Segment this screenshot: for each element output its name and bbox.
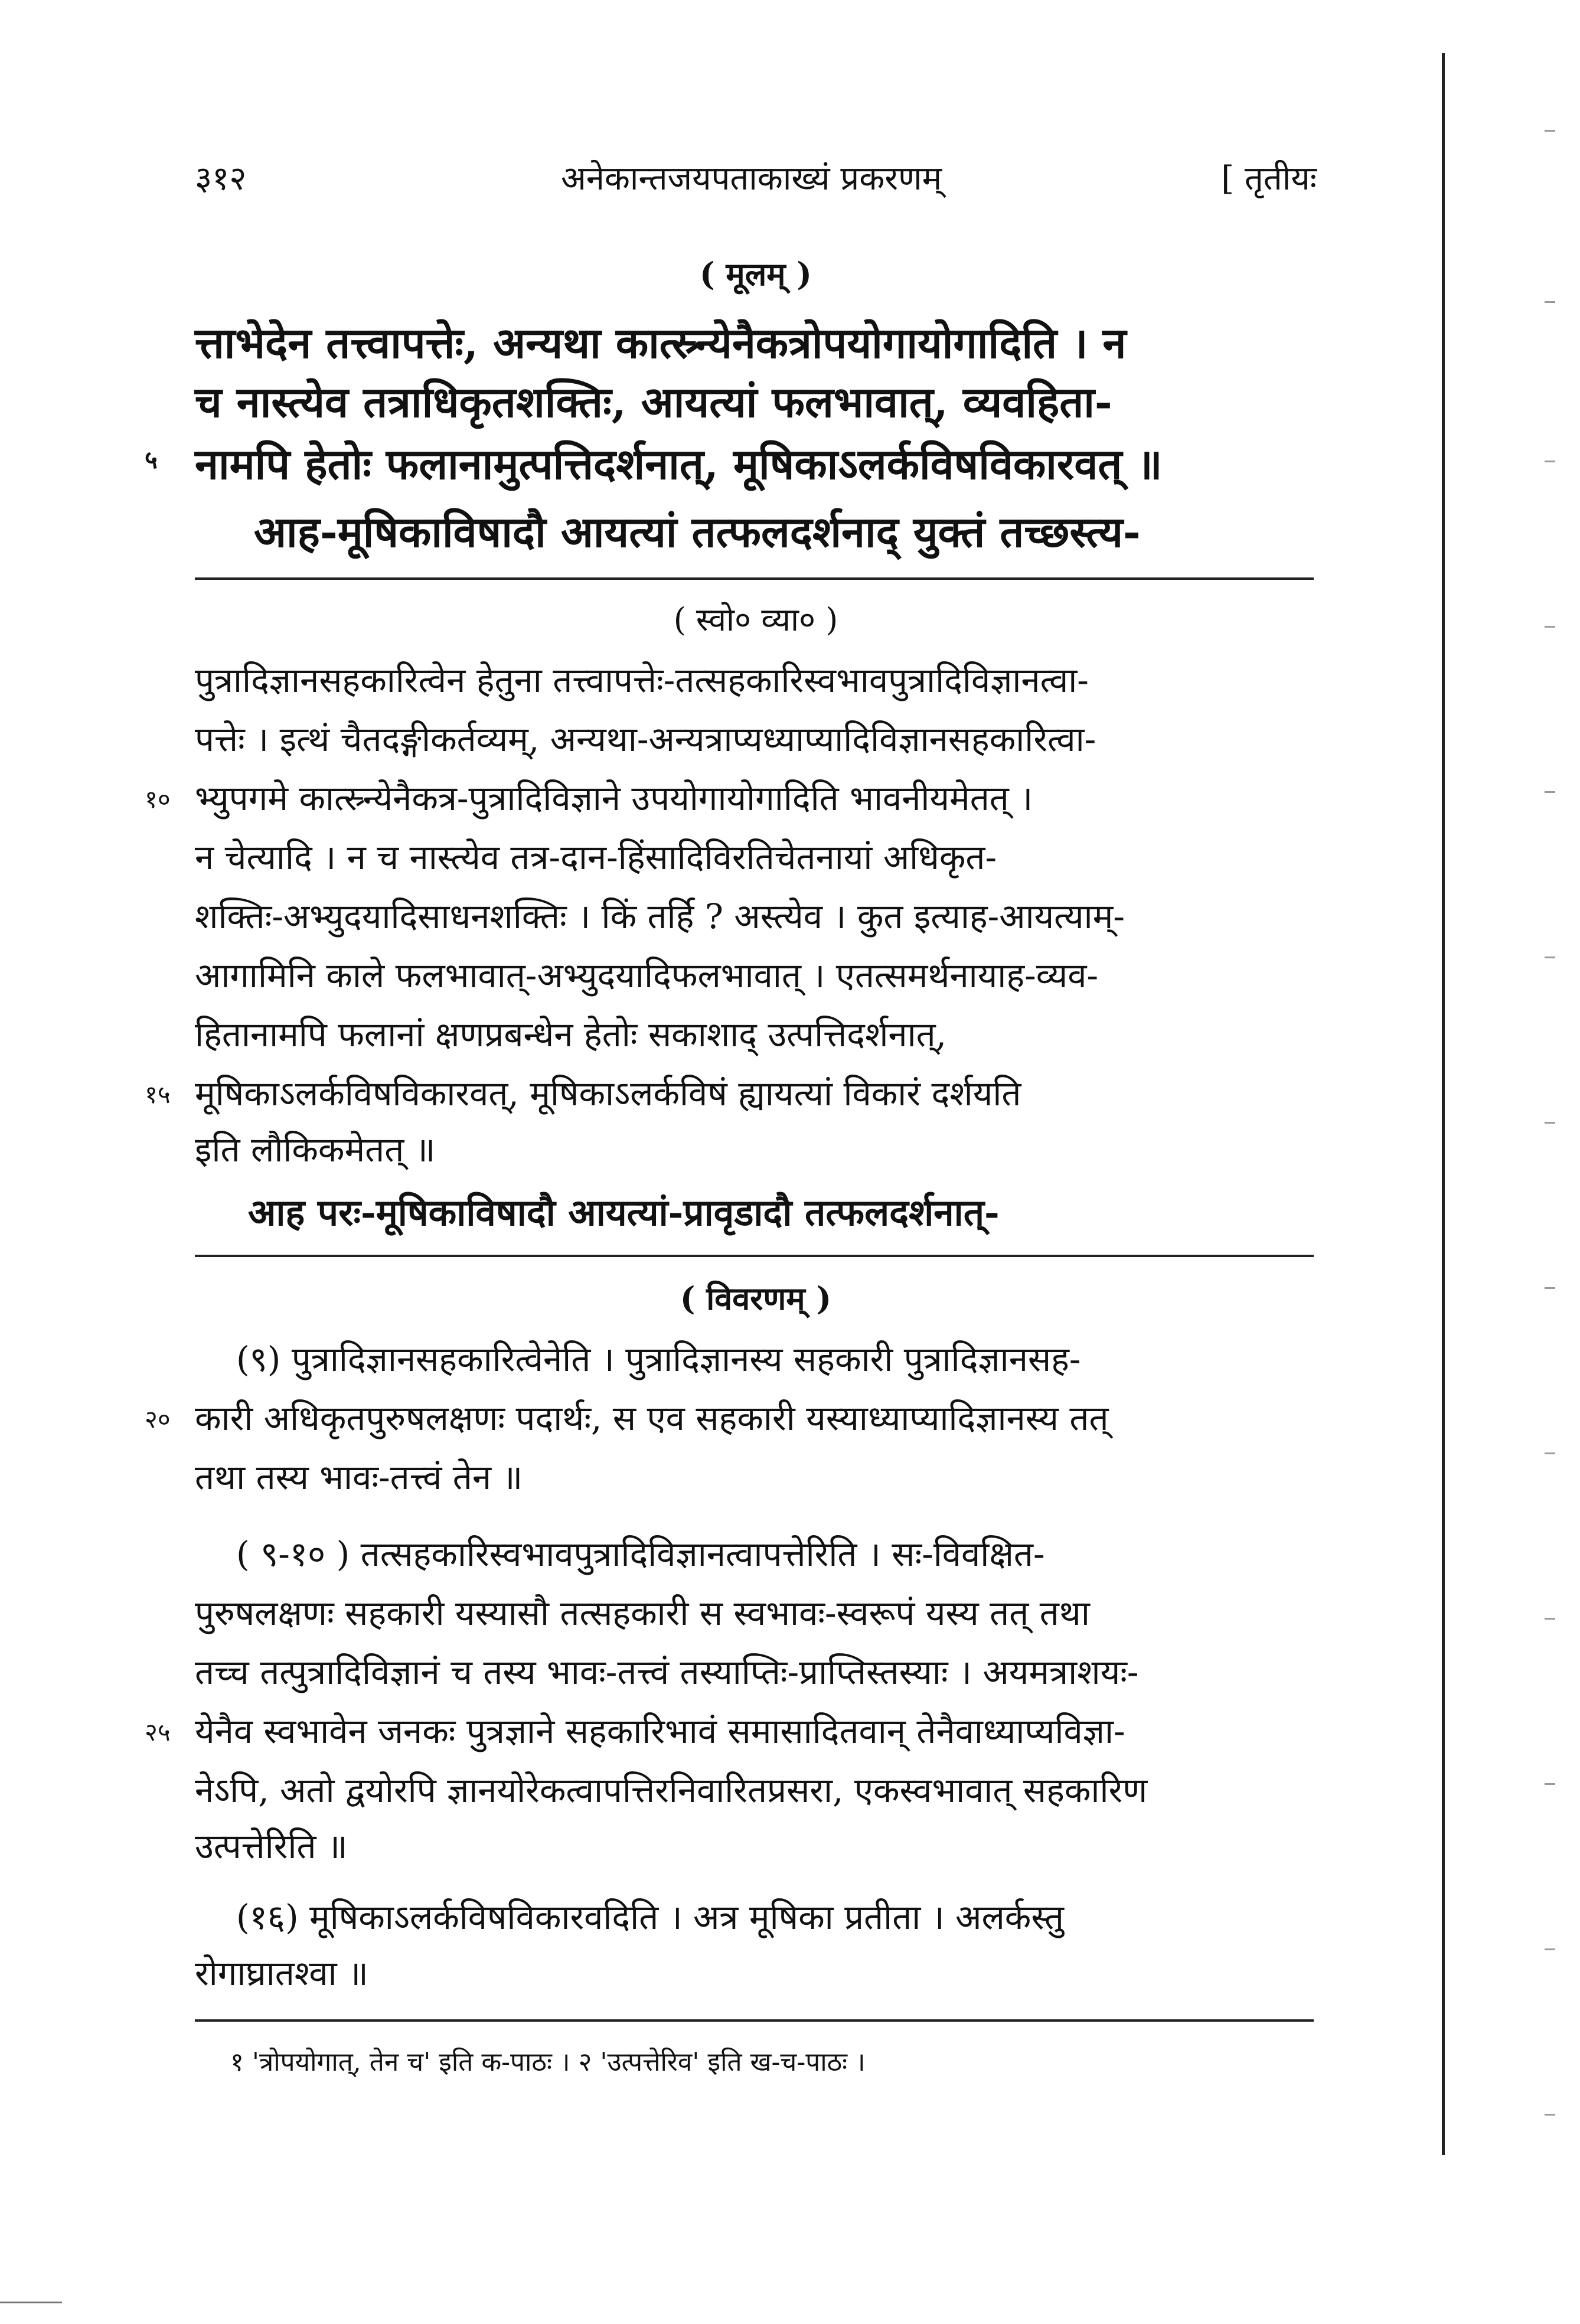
mula-line-4: आह-मूषिकाविषादौ आयत्यां तत्फलदर्शनाद् युक्तं तच्छस्त्य- [254, 507, 1141, 557]
margin-tick [1545, 1948, 1555, 1950]
chapter-marker: [ तृतीयः [1221, 159, 1317, 198]
svopajna-line-8 [145, 1069, 1317, 1115]
mula-line-3-text: नामपि हेतोः फलानामुत्पत्तिदर्शनात्, मूषिकाऽलर्कविषविकारवत् ॥ [195, 439, 1163, 489]
margin-tick [1545, 1618, 1555, 1620]
mula-line-1: त्ताभेदेन तत्त्वापत्तेः, अन्यथा कात्स्र्न्येनैकत्रोपयोगायोगादिति । न [195, 318, 1127, 368]
svopajna-heading: ( स्वो० व्या० ) [673, 601, 838, 638]
vivarana-line-7-text: येनैव स्वभावेन जनकः पुत्रज्ञाने सहकारिभावं समासादितवान् तेनैवाध्याप्यविज्ञा- [195, 1711, 1125, 1751]
line-number: २० [145, 1405, 171, 1434]
margin-tick [1545, 626, 1555, 628]
margin-tick [1545, 1287, 1555, 1289]
section-divider [195, 1255, 1314, 1257]
line-number: १५ [145, 1080, 171, 1109]
vivarana-line-2-text: कारी अधिकृतपुरुषलक्षणः पदार्थः, स एव सहकारी यस्याध्याप्यादिज्ञानस्य तत् [195, 1398, 1109, 1438]
line-number: ५ [145, 445, 158, 474]
vivarana-line-10: (१६) मूषिकाऽलर्कविषविकारवदिति । अत्र मूषिका प्रतीता । अलर्कस्तु [236, 1897, 1064, 1937]
mula-line-2: च नास्त्येव तत्राधिकृतशक्तिः, आयत्यां फलभावात्, व्यवहिता- [195, 377, 1112, 427]
vivarana-line-8: नेऽपि, अतो द्वयोरपि ज्ञानयोरेकत्वापत्तिरनिवारितप्रसरा, एकस्वभावात् सहकारिण [195, 1770, 1148, 1810]
margin-tick [1545, 1452, 1555, 1454]
running-title: अनेकान्तजयपताकाख्यं प्रकरणम् [561, 159, 942, 198]
svopajna-line-3 [145, 773, 1317, 820]
vivarana-line-5: पुरुषलक्षणः सहकारी यस्यासौ तत्सहकारी स स्वभावः-स्वरूपं यस्य तत् तथा [195, 1593, 1090, 1633]
margin-tick [1545, 957, 1555, 958]
vivarana-line-2 [145, 1393, 1317, 1440]
svopajna-line-5: शक्तिः-अभ्युदयादिसाधनशक्तिः । किं तर्हि ? अस्त्येव । कुत इत्याह-आयत्याम्- [195, 896, 1125, 936]
vivarana-line-3: तथा तस्य भावः-तत्त्वं तेन ॥ [195, 1457, 523, 1497]
vivarana-line-4: ( ९-१० ) तत्सहकारिस्वभावपुत्रादिविज्ञानत्वापत्तेरिति । सः-विवक्षित- [236, 1534, 1045, 1574]
svopajna-line-3-text: भ्युपगमे कात्स्र्न्येनैकत्र-पुत्रादिविज्ञाने उपयोगायोगादिति भावनीयमेतत् । [195, 778, 1033, 818]
vivarana-heading: ( विवरणम् ) [680, 1279, 832, 1317]
margin-tick [1545, 1122, 1555, 1124]
vivarana-line-6: तच्च तत्पुत्रादिविज्ञानं च तस्य भावः-तत्त्वं तस्याप्तिः-प्राप्तिस्तस्याः । अयमत्राशयः- [195, 1652, 1139, 1692]
svopajna-line-1: पुत्रादिज्ञानसहकारित्वेन हेतुना तत्त्वापत्तेः-तत्सहकारिस्वभावपुत्रादिविज्ञानत्वा- [195, 660, 1089, 700]
margin-tick [1545, 130, 1555, 132]
mula-heading: ( मूलम् ) [700, 255, 812, 293]
mula-line-3 [145, 434, 1317, 492]
svopajna-line-4: न चेत्यादि । न च नास्त्येव तत्र-दान-हिंसादिविरतिचेतनायां अधिकृत- [195, 837, 997, 877]
margin-tick [1545, 461, 1555, 462]
vivarana-line-9: उत्पत्तेरिति ॥ [195, 1826, 348, 1866]
vivarana-line-7 [145, 1706, 1317, 1753]
footnotes: १ 'त्रोपयोगात्, तेन च' इति क-पाठः । २ 'उत्पत्तेरिव' इति ख-च-पाठः । [230, 2047, 866, 2077]
vivarana-line-11: रोगाघ्रातश्वा ॥ [195, 1953, 368, 1993]
margin-tick [1545, 2114, 1555, 2116]
margin-tick [1545, 301, 1555, 303]
section-divider [195, 577, 1314, 580]
svopajna-line-2: पत्तेः । इत्थं चैतदङ्गीकर्तव्यम्, अन्यथा-अन्यत्राप्यध्याप्यादिविज्ञानसहकारित्वा- [195, 719, 1096, 759]
page-number: ३१२ [195, 159, 247, 198]
svopajna-line-7: हितानामपि फलानां क्षणप्रबन्धेन हेतोः सकाशाद् उत्पत्तिदर्शनात्, [195, 1014, 947, 1055]
svopajna-line-6: आगामिनि काले फलभावात्-अभ्युदयादिफलभावात् । एतत्समर्थनायाह-व्यव- [195, 955, 1099, 995]
margin-tick [1545, 791, 1555, 793]
scan-edge-mark [0, 2302, 62, 2303]
margin-tick [1545, 1783, 1555, 1785]
svopajna-line-8-text: मूषिकाऽलर्कविषविकारवत्, मूषिकाऽलर्कविषं ह्यायत्यां विकारं दर्शयति [195, 1073, 1021, 1114]
footnote-divider [195, 2019, 1314, 2022]
page-header [195, 155, 1317, 220]
binding-edge-line [1442, 53, 1445, 2155]
svopajna-line-9: इति लौकिकमेतत् ॥ [195, 1130, 436, 1170]
line-number: १० [145, 785, 171, 814]
vivarana-line-1: (९) पुत्रादिज्ञानसहकारित्वेनेति । पुत्रादिज्ञानस्य सहकारी पुत्रादिज्ञानसह- [236, 1339, 1081, 1379]
svopajna-line-10: आह परः-मूषिकाविषादौ आयत्यां-प्रावृडादौ तत्फलदर्शनात्- [248, 1191, 1000, 1234]
line-number: २५ [145, 1718, 171, 1747]
